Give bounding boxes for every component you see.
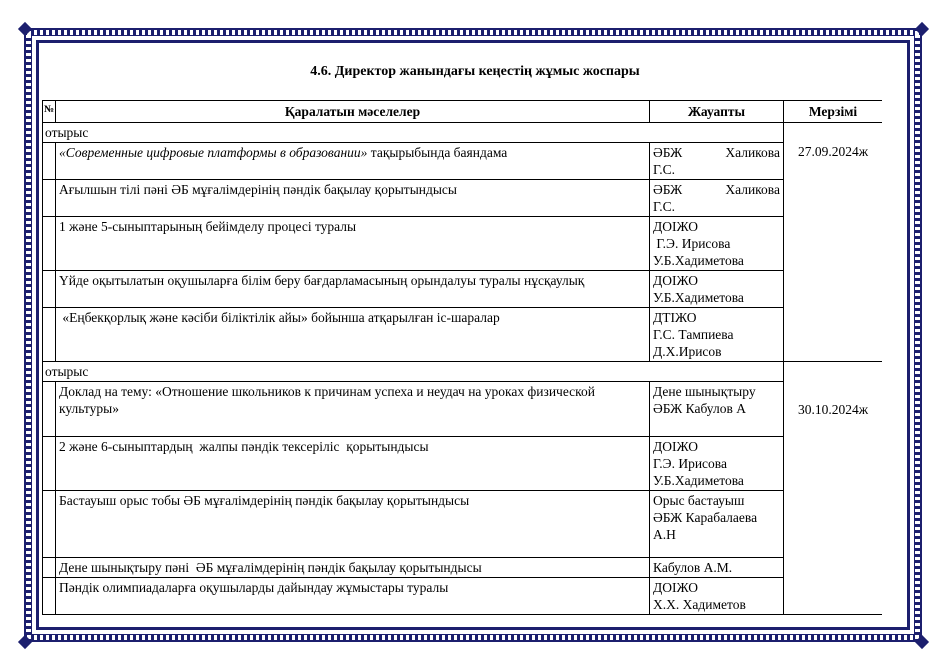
- responsible-line: ӘБЖ: [653, 182, 683, 197]
- responsible-line: А.Н: [653, 527, 676, 542]
- page-border-ornament: [915, 35, 920, 635]
- responsible-cell: [650, 382, 784, 437]
- responsible-cell: [650, 180, 784, 217]
- header-deadline: Мерзімі: [784, 101, 883, 123]
- row-number: [43, 308, 56, 362]
- responsible-cell: [650, 578, 784, 615]
- responsible-line: У.Б.Хадиметова: [653, 290, 744, 305]
- responsible-line: ДТІЖО: [653, 310, 697, 325]
- responsible-cell: [650, 143, 784, 180]
- responsible-line: Д.Х.Ирисов: [653, 344, 722, 359]
- topic-cell: Дене шынықтыру пәні ӘБ мұғалімдерінің пәндік бақылау қорытындысы: [56, 558, 650, 578]
- table-row: [43, 437, 883, 491]
- row-number: [43, 578, 56, 615]
- topic-italic: «Современные цифровые платформы в образовании»: [59, 145, 368, 160]
- topic-cell: Доклад на тему: «Отношение школьников к причинам успеха и неудач на уроках физической культуры»: [56, 382, 650, 437]
- row-number: [43, 437, 56, 491]
- responsible-line: ӘБЖ Кабулов А: [653, 401, 746, 416]
- topic-cell: 1 және 5-сыныптарының бейімделу процесі туралы: [56, 217, 650, 271]
- topic-cell: [56, 143, 650, 180]
- topic-cell: Үйде оқытылатын оқушыларға білім беру бағдарламасының орындалуы туралы нұсқаулық: [56, 271, 650, 308]
- session-label: отырыс: [43, 123, 784, 143]
- row-number: [43, 217, 56, 271]
- responsible-line: Г.С. Тампиева: [653, 327, 734, 342]
- responsible-line: ӘБЖ Карабалаева: [653, 510, 758, 525]
- page-border-ornament: [31, 635, 915, 640]
- table-row: [43, 271, 883, 308]
- session-row: [43, 123, 883, 143]
- responsible-cell: [650, 308, 784, 362]
- topic-cell: 2 және 6-сыныптардың жалпы пәндік тексеріліс қорытындысы: [56, 437, 650, 491]
- responsible-line: Дене шынықтыру: [653, 384, 756, 399]
- table-row: [43, 382, 883, 437]
- responsible-line: Г.Э. Ирисова: [653, 236, 731, 251]
- responsible-line: Г.Э. Ирисова: [653, 456, 727, 471]
- responsible-line: ӘБЖ: [653, 145, 683, 160]
- plan-table-container: [42, 100, 882, 626]
- row-number: [43, 143, 56, 180]
- table-row: [43, 558, 883, 578]
- header-issues: Қаралатын мәселелер: [56, 101, 650, 123]
- responsible-cell: [650, 271, 784, 308]
- topic-cell: Бастауыш орыс тобы ӘБ мұғалімдерінің пәндік бақылау қорытындысы: [56, 491, 650, 558]
- responsible-cell: [650, 437, 784, 491]
- topic-cell: Ағылшын тілі пәні ӘБ мұғалімдерінің пәндік бақылау қорытындысы: [56, 180, 650, 217]
- work-plan-table: [42, 100, 882, 615]
- responsible-line: ДОІЖО: [653, 580, 698, 595]
- table-row: [43, 143, 883, 180]
- header-number: №: [43, 101, 56, 123]
- responsible-line: Кабулов А.М.: [653, 560, 733, 575]
- session-date: 30.10.2024ж: [784, 362, 883, 615]
- table-row: [43, 180, 883, 217]
- session-label: отырыс: [43, 362, 784, 382]
- responsible-line: ДОІЖО: [653, 439, 698, 454]
- table-row: [43, 217, 883, 271]
- responsible-line: Г.С.: [653, 199, 676, 214]
- table-header-row: [43, 101, 883, 123]
- header-responsible: Жауапты: [650, 101, 784, 123]
- session-row: [43, 362, 883, 382]
- topic-cell: «Еңбекқорлық және кәсіби біліктілік айы» бойынша атқарылған іс-шаралар: [56, 308, 650, 362]
- responsible-line: Орыс бастауыш: [653, 493, 745, 508]
- responsible-line: Халикова: [725, 145, 780, 160]
- row-number: [43, 271, 56, 308]
- responsible-line: Халикова: [725, 182, 780, 197]
- responsible-line: ДОІЖО: [653, 219, 698, 234]
- responsible-line: Г.С.: [653, 162, 676, 177]
- responsible-cell: [650, 558, 784, 578]
- topic-cell: Пәндік олимпиадаларға оқушыларды дайындау жұмыстары туралы: [56, 578, 650, 615]
- responsible-line: У.Б.Хадиметова: [653, 253, 744, 268]
- responsible-line: ДОІЖО: [653, 273, 698, 288]
- row-number: [43, 491, 56, 558]
- responsible-cell: [650, 217, 784, 271]
- table-row: [43, 308, 883, 362]
- table-row: [43, 578, 883, 615]
- session-date: 27.09.2024ж: [784, 123, 883, 362]
- topic-text: тақырыбында баяндама: [367, 145, 508, 160]
- row-number: [43, 180, 56, 217]
- row-number: [43, 382, 56, 437]
- table-row: [43, 491, 883, 558]
- responsible-line: У.Б.Хадиметова: [653, 473, 744, 488]
- responsible-cell: [650, 491, 784, 558]
- document-title: 4.6. Директор жанындағы кеңестің жұмыс жоспары: [310, 64, 640, 79]
- responsible-line: Х.Х. Хадиметов: [653, 597, 746, 612]
- row-number: [43, 558, 56, 578]
